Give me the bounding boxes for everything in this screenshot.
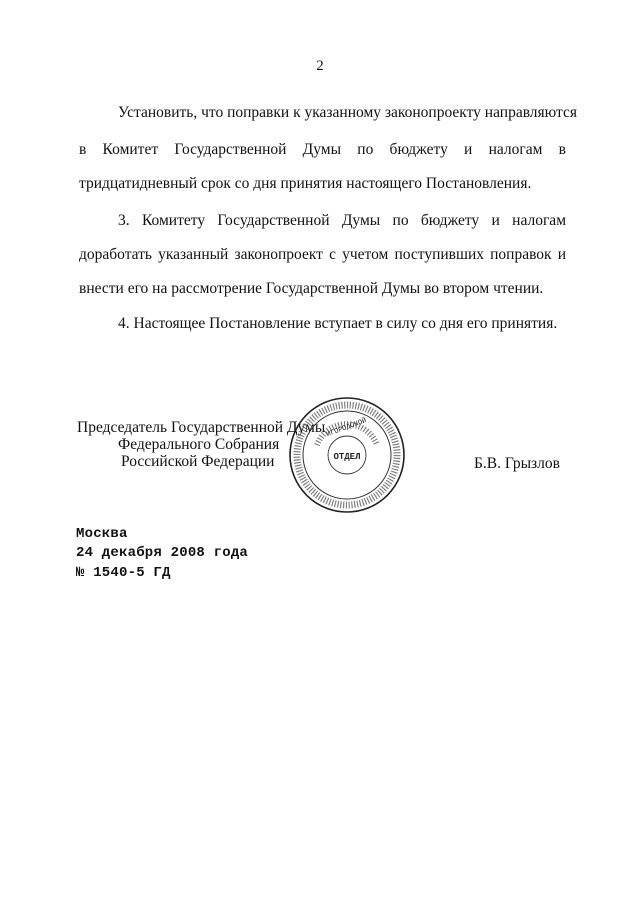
paragraph-line: доработать указанный законопроект с учетом поступивших поправок и — [79, 246, 566, 263]
page-number: 2 — [316, 58, 324, 74]
signatory-title: Федерального Собрания — [118, 436, 280, 453]
paragraph-line: в Комитет Государственной Думы по бюджету и налогам в — [79, 141, 566, 158]
paragraph-line: 3. Комитету Государственной Думы по бюджету и налогам — [118, 212, 566, 229]
signatory-name: Б.В. Грызлов — [474, 455, 560, 472]
footer-date: 24 декабря 2008 года — [76, 545, 249, 561]
official-stamp — [287, 395, 407, 515]
paragraph-line: тридцатидневный срок со дня принятия настоящего Постановления. — [79, 175, 532, 192]
stamp-inner-text: ИГОРОДСКОЙ — [325, 417, 368, 440]
footer-city: Москва — [76, 526, 128, 542]
paragraph-line: Установить, что поправки к указанному законопроекту направляются — [118, 104, 578, 121]
stamp-center-text: ОТДЕЛ — [333, 452, 361, 462]
paragraph-line: внести его на рассмотрение Государственной Думы во втором чтении. — [79, 280, 544, 297]
footer-number: № 1540-5 ГД — [76, 565, 171, 581]
paragraph-line: 4. Настоящее Постановление вступает в силу со дня его принятия. — [118, 315, 558, 332]
signatory-title: Российской Федерации — [121, 453, 275, 470]
signatory-title: Председатель Государственной Думы — [77, 419, 326, 436]
